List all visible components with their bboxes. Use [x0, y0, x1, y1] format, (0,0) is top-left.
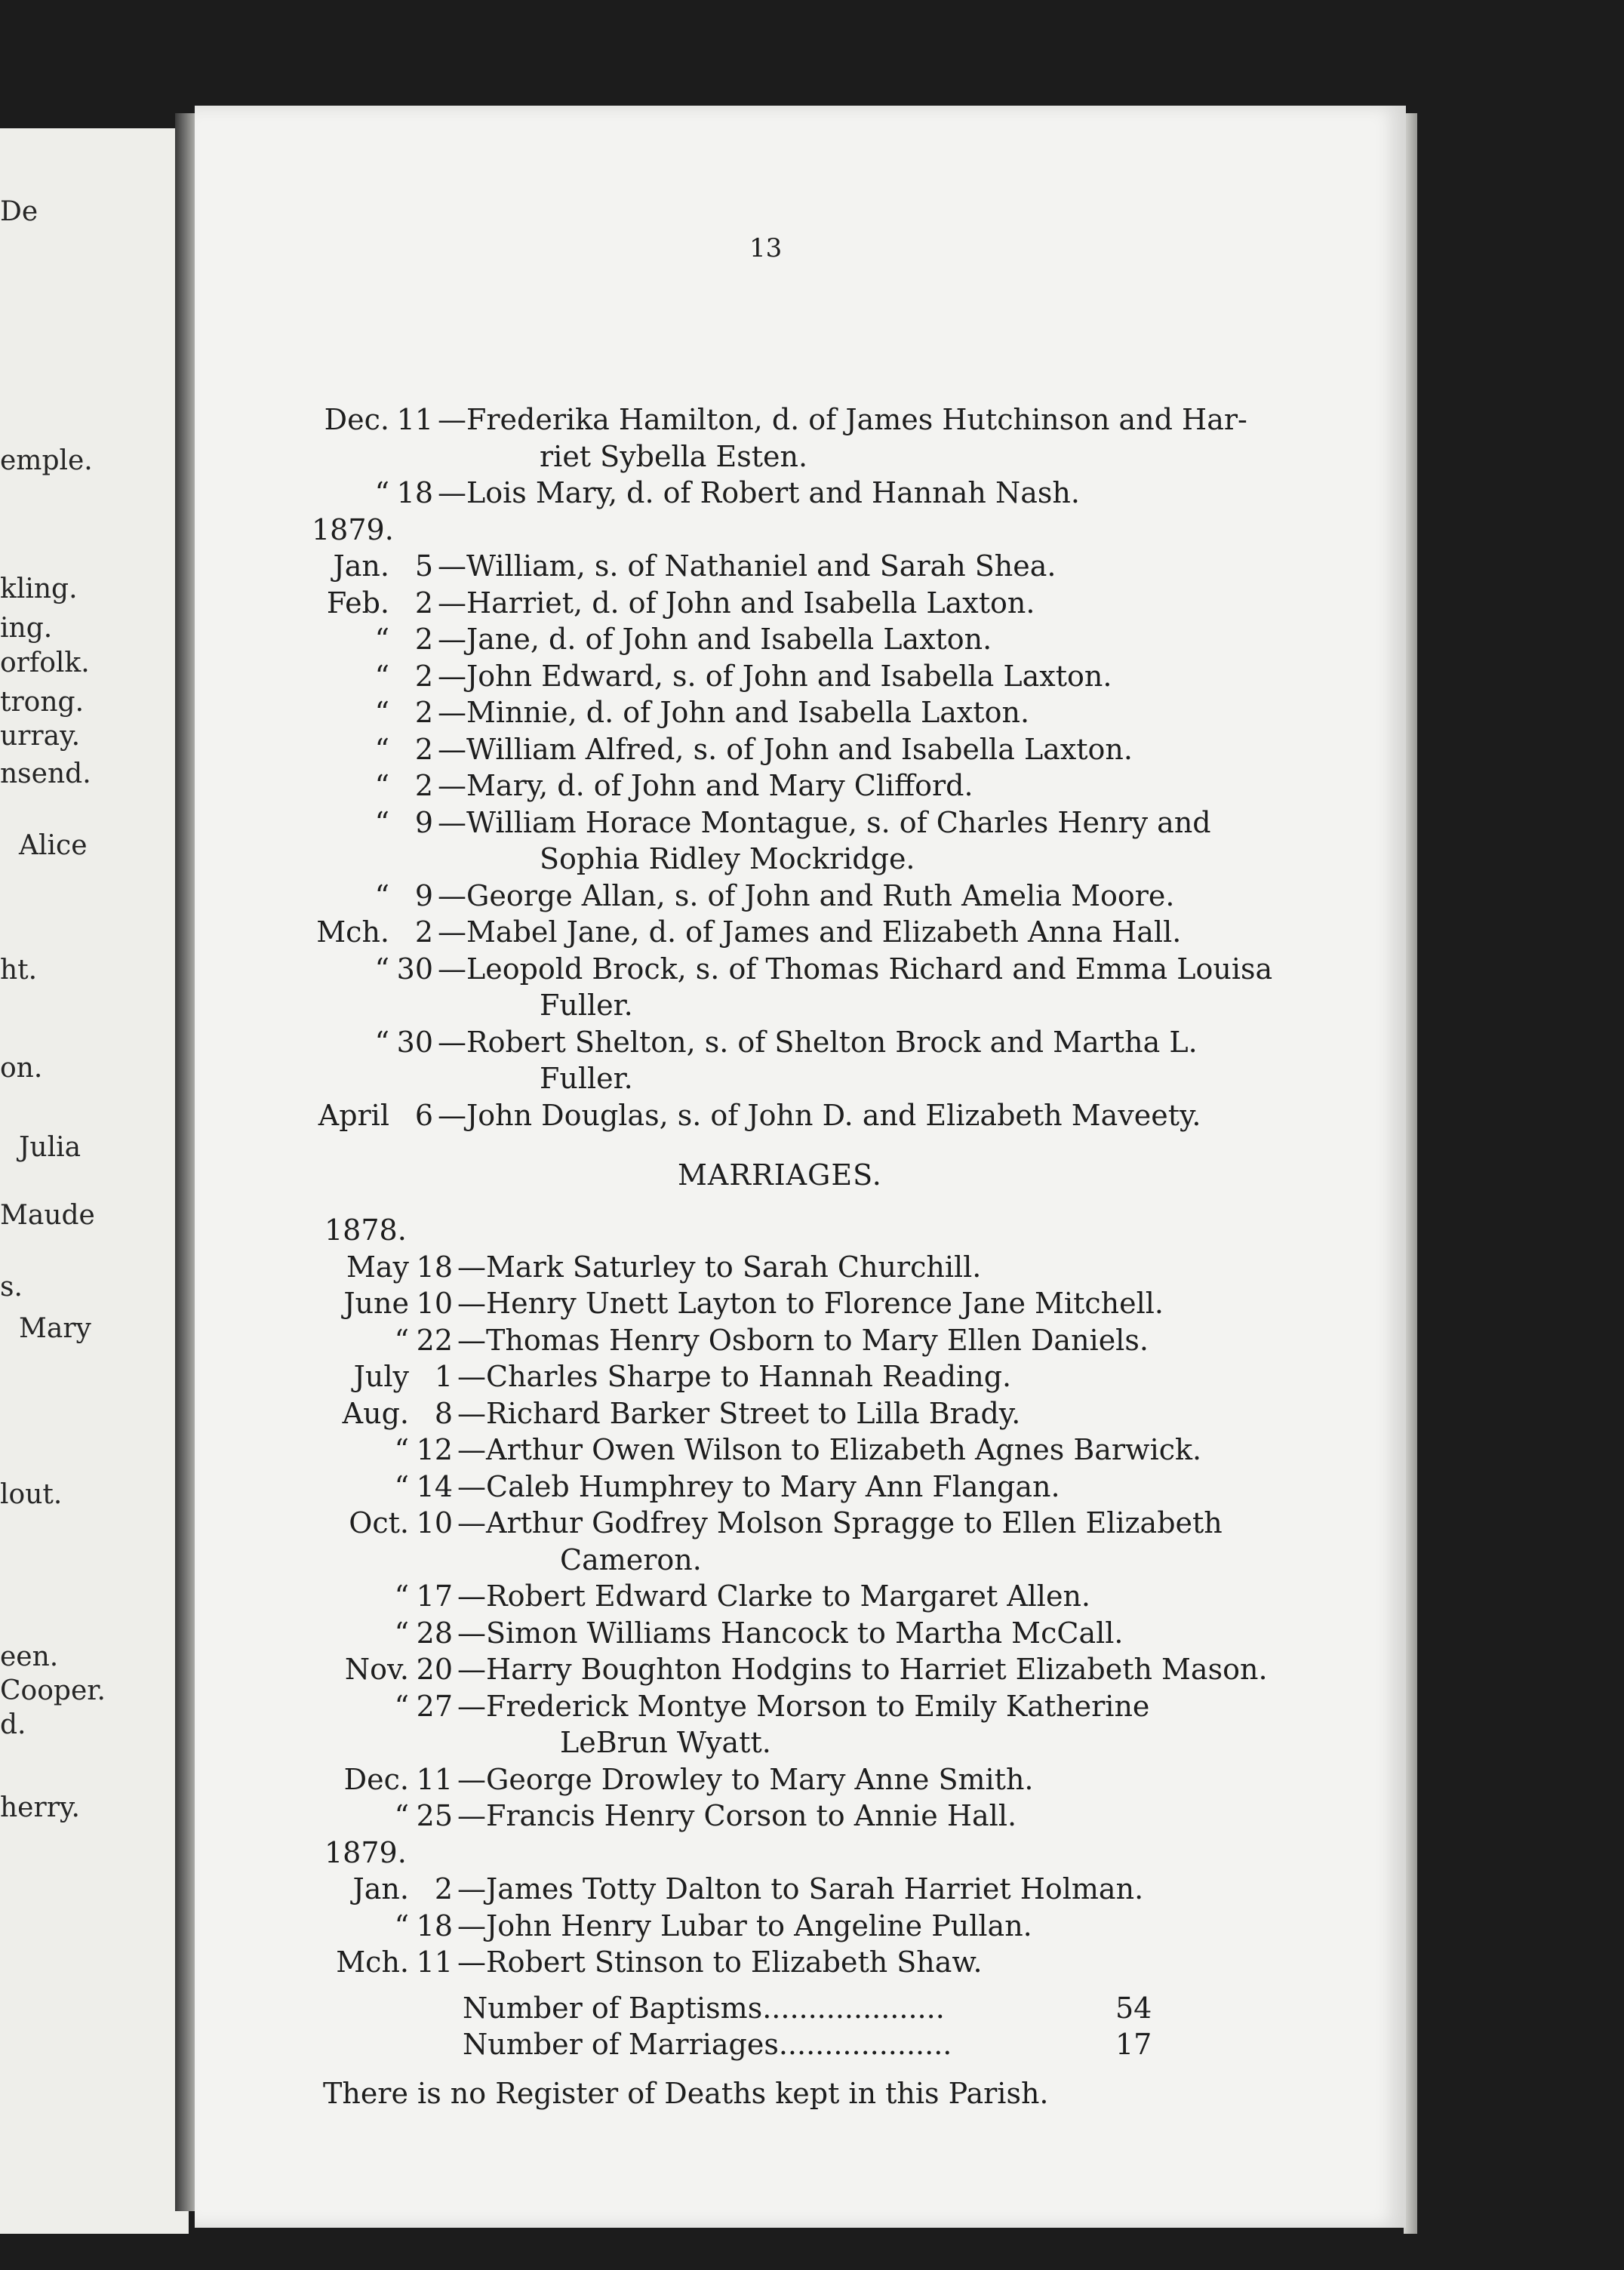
marriage-date — [395, 1908, 457, 1944]
baptism-day: 2 — [414, 659, 433, 693]
marriage-day: 22 — [416, 1323, 453, 1357]
marriage-date — [346, 1249, 457, 1285]
marriage-entry — [343, 1285, 1164, 1321]
baptism-text-continued: Sophia Ridley Mockridge. — [540, 842, 915, 875]
left-page-fragment: kling. — [0, 574, 78, 604]
baptism-text-continued: Fuller. — [540, 989, 633, 1022]
baptism-text: —John Douglas, s. of John D. and Elizabeth Maveety. — [438, 1098, 1201, 1132]
left-page-fragment: ing. — [0, 613, 53, 644]
baptism-month: “ — [374, 878, 389, 912]
baptism-entry — [324, 401, 1247, 438]
marriage-entry — [344, 1651, 1268, 1687]
left-page-fragment: lout. — [0, 1479, 63, 1510]
marriage-month: “ — [394, 1579, 409, 1613]
baptism-month: “ — [374, 732, 389, 766]
left-page-fragment: herry. — [0, 1792, 80, 1823]
baptism-text: —Robert Shelton, s. of Shelton Brock and Martha L. — [438, 1025, 1198, 1059]
baptism-month: “ — [374, 1025, 389, 1059]
marriage-text-continued: LeBrun Wyatt. — [560, 1726, 771, 1759]
marriage-entry — [394, 1688, 1150, 1724]
baptism-entry — [374, 621, 992, 657]
baptism-month: Mch. — [316, 915, 389, 949]
marriage-date — [395, 1615, 457, 1651]
marriage-text: —Thomas Henry Osborn to Mary Ellen Daniels. — [457, 1323, 1149, 1357]
marriage-month: “ — [394, 1799, 409, 1832]
baptism-text: —William Horace Montague, s. of Charles Henry and — [438, 805, 1211, 839]
baptism-entry — [374, 767, 973, 804]
baptism-month: “ — [374, 952, 389, 986]
marriage-entry — [394, 1908, 1032, 1944]
marriage-text: —Henry Unett Layton to Florence Jane Mitchell. — [457, 1287, 1164, 1320]
marriage-year-label: 1879. — [324, 1835, 407, 1869]
baptism-text: —William, s. of Nathaniel and Sarah Shea. — [438, 549, 1057, 583]
baptism-day: 2 — [414, 732, 433, 766]
marriage-text: —Frederick Montye Morson to Emily Katherine — [457, 1689, 1150, 1723]
baptism-day: 11 — [396, 403, 433, 436]
baptism-day: 2 — [414, 586, 433, 620]
baptism-month: “ — [374, 769, 389, 802]
marriage-entry — [394, 1322, 1149, 1358]
baptism-text: —Minnie, d. of John and Isabella Laxton. — [438, 696, 1030, 729]
marriage-entry — [394, 1615, 1124, 1651]
marriage-day: 10 — [416, 1287, 453, 1320]
left-page-fragment: nsend. — [0, 758, 91, 789]
baptism-text-continued: riet Sybella Esten. — [540, 439, 808, 473]
total-value: 54 — [1115, 1992, 1152, 2025]
marriage-text: —Mark Saturley to Sarah Churchill. — [457, 1250, 982, 1284]
baptism-day: 6 — [414, 1098, 433, 1132]
baptism-entry — [374, 658, 1112, 694]
marriage-text: —George Drowley to Mary Anne Smith. — [457, 1762, 1034, 1796]
marriage-day: 25 — [416, 1799, 453, 1832]
baptism-month: Dec. — [324, 403, 389, 436]
marriage-date — [395, 1322, 457, 1358]
left-page-fragments — [0, 128, 189, 2234]
marriage-day: 27 — [416, 1689, 453, 1723]
total-row — [463, 2026, 1152, 2062]
baptism-date — [324, 401, 438, 438]
baptism-day: 30 — [396, 1025, 433, 1059]
marriage-date — [343, 1395, 457, 1432]
baptism-date — [375, 475, 438, 511]
total-row — [463, 1990, 1152, 2026]
baptism-text: —John Edward, s. of John and Isabella Laxton. — [438, 659, 1112, 693]
marriage-date — [345, 1651, 457, 1687]
marriage-text: —Robert Edward Clarke to Margaret Allen. — [457, 1579, 1091, 1613]
left-page-fragment: Cooper. — [0, 1675, 106, 1706]
marriage-day: 11 — [416, 1945, 453, 1979]
baptism-month: “ — [374, 696, 389, 729]
total-label: Number of Marriages................... — [463, 2028, 952, 2061]
marriage-day: 11 — [416, 1762, 453, 1796]
baptism-date — [375, 804, 438, 841]
marriage-text-continued: Cameron. — [560, 1543, 702, 1576]
marriage-month: July — [353, 1360, 409, 1393]
baptism-day: 30 — [396, 952, 433, 986]
marriage-month: May — [346, 1250, 409, 1284]
baptism-day: 2 — [414, 769, 433, 802]
baptism-month: Jan. — [333, 549, 389, 583]
deaths-register-note: There is no Register of Deaths kept in this Parish. — [323, 2077, 1049, 2110]
left-page-fragment: on. — [0, 1053, 43, 1084]
marriage-month: “ — [394, 1433, 409, 1466]
marriage-text: —James Totty Dalton to Sarah Harriet Holman. — [457, 1872, 1144, 1906]
baptism-date — [375, 658, 438, 694]
left-page — [0, 128, 189, 2234]
baptism-date — [375, 951, 438, 987]
marriage-entry — [343, 1761, 1034, 1798]
marriage-month: Oct. — [349, 1506, 409, 1539]
left-page-fragment: ht. — [0, 955, 38, 986]
marriage-month: “ — [394, 1616, 409, 1650]
baptism-text: —William Alfred, s. of John and Isabella Laxton. — [438, 732, 1133, 766]
marriage-entry — [349, 1505, 1223, 1541]
marriage-date — [344, 1761, 457, 1798]
baptism-entry — [316, 914, 1182, 950]
left-page-fragment: Mary — [19, 1313, 91, 1344]
baptism-entry — [333, 548, 1057, 584]
left-page-fragment: urray. — [0, 721, 81, 752]
baptism-entry — [374, 804, 1211, 841]
marriage-entry — [394, 1578, 1091, 1614]
marriage-date — [349, 1505, 457, 1541]
baptism-day: 9 — [414, 805, 433, 839]
baptism-day: 5 — [414, 549, 433, 583]
baptism-date — [375, 621, 438, 657]
left-page-fragment: orfolk. — [0, 647, 90, 678]
baptism-month: Feb. — [326, 586, 389, 620]
left-page-fragment: d. — [0, 1709, 26, 1740]
marriage-day: 17 — [416, 1579, 453, 1613]
left-page-fragment: De — [0, 196, 38, 227]
marriages-heading: MARRIAGES. — [678, 1158, 882, 1192]
baptism-entry — [326, 585, 1035, 621]
marriage-text: —Richard Barker Street to Lilla Brady. — [457, 1396, 1021, 1430]
marriage-text: —Caleb Humphrey to Mary Ann Flangan. — [457, 1469, 1060, 1503]
marriage-text: —Arthur Owen Wilson to Elizabeth Agnes Barwick. — [457, 1433, 1202, 1466]
baptism-entry — [374, 731, 1133, 767]
left-page-fragment: een. — [0, 1641, 59, 1672]
total-label: Number of Baptisms.................... — [463, 1992, 945, 2025]
left-page-fragment: emple. — [0, 445, 93, 476]
baptism-text: —Harriet, d. of John and Isabella Laxton. — [438, 586, 1035, 620]
marriage-entry — [394, 1469, 1060, 1505]
marriage-month: Mch. — [336, 1945, 409, 1979]
baptism-entry — [374, 878, 1175, 914]
marriage-date — [343, 1285, 457, 1321]
marriage-date — [395, 1469, 457, 1505]
total-value: 17 — [1115, 2028, 1152, 2061]
baptism-entry — [374, 694, 1030, 731]
left-page-fragment: s. — [0, 1272, 23, 1303]
marriage-date — [354, 1358, 457, 1395]
marriage-day: 20 — [416, 1653, 453, 1686]
baptism-day: 2 — [414, 623, 433, 656]
marriage-text: —Charles Sharpe to Hannah Reading. — [457, 1360, 1012, 1393]
marriage-day: 10 — [416, 1506, 453, 1539]
marriage-month: “ — [394, 1909, 409, 1942]
marriage-date — [336, 1944, 457, 1980]
baptism-day: 18 — [396, 476, 433, 509]
baptism-entry — [374, 1024, 1198, 1060]
baptism-day: 2 — [414, 915, 433, 949]
baptism-date — [375, 731, 438, 767]
baptism-month: April — [318, 1098, 389, 1132]
baptism-entry — [374, 951, 1273, 987]
baptism-day: 2 — [414, 696, 433, 729]
marriage-day: 2 — [434, 1872, 453, 1906]
baptism-year-label: 1879. — [312, 512, 394, 546]
right-page — [195, 106, 1406, 2228]
baptism-month: “ — [374, 805, 389, 839]
marriage-entry — [346, 1249, 982, 1285]
baptism-entry — [318, 1097, 1201, 1133]
marriage-text: —Simon Williams Hancock to Martha McCall. — [457, 1616, 1124, 1650]
marriage-month: “ — [394, 1323, 409, 1357]
marriage-month: Jan. — [352, 1872, 409, 1906]
baptism-text-continued: Fuller. — [540, 1062, 633, 1095]
baptism-text: —Leopold Brock, s. of Thomas Richard and Emma Louisa — [438, 952, 1273, 986]
baptism-date — [375, 767, 438, 804]
page-number: 13 — [749, 233, 783, 263]
marriage-day: 28 — [416, 1616, 453, 1650]
marriage-month: Nov. — [344, 1653, 409, 1686]
marriage-date — [353, 1871, 457, 1907]
marriage-year-label: 1878. — [324, 1213, 407, 1247]
marriage-text: —Francis Henry Corson to Annie Hall. — [457, 1799, 1017, 1832]
baptism-date — [327, 585, 438, 621]
left-page-fragment: Maude — [0, 1200, 95, 1231]
marriage-day: 18 — [416, 1909, 453, 1942]
baptism-date — [334, 548, 438, 584]
marriage-month: Dec. — [343, 1762, 409, 1796]
baptism-date — [318, 1097, 438, 1133]
left-page-fragment: trong. — [0, 687, 85, 718]
baptism-date — [375, 878, 438, 914]
marriage-text: —Harry Boughton Hodgins to Harriet Elizabeth Mason. — [457, 1653, 1268, 1686]
marriage-date — [395, 1688, 457, 1724]
marriage-day: 12 — [416, 1433, 453, 1466]
marriage-entry — [336, 1944, 983, 1980]
baptism-text: —Frederika Hamilton, d. of James Hutchinson and Har- — [438, 403, 1247, 436]
marriage-month: June — [343, 1287, 409, 1320]
marriage-text: —John Henry Lubar to Angeline Pullan. — [457, 1909, 1032, 1942]
baptism-month: “ — [374, 623, 389, 656]
marriage-text: —Arthur Godfrey Molson Spragge to Ellen Elizabeth — [457, 1506, 1223, 1539]
marriage-entry — [394, 1432, 1202, 1468]
baptism-text: —George Allan, s. of John and Ruth Amelia Moore. — [438, 878, 1175, 912]
marriage-month: “ — [394, 1689, 409, 1723]
marriage-day: 18 — [416, 1250, 453, 1284]
marriage-entry — [342, 1395, 1021, 1432]
marriage-text: —Robert Stinson to Elizabeth Shaw. — [457, 1945, 983, 1979]
marriage-day: 1 — [434, 1360, 453, 1393]
baptism-text: —Lois Mary, d. of Robert and Hannah Nash. — [438, 476, 1080, 509]
marriage-month: Aug. — [342, 1396, 409, 1430]
baptism-month: “ — [374, 476, 389, 509]
baptism-text: —Jane, d. of John and Isabella Laxton. — [438, 623, 992, 656]
page-content — [195, 106, 1406, 2228]
baptism-date — [375, 1024, 438, 1060]
left-page-fragment: Alice — [19, 830, 88, 861]
marriage-entry — [353, 1358, 1012, 1395]
baptism-day: 9 — [414, 878, 433, 912]
marriage-day: 8 — [434, 1396, 453, 1430]
baptism-entry — [374, 475, 1080, 511]
marriage-date — [395, 1578, 457, 1614]
left-page-fragment: Julia — [19, 1132, 82, 1163]
baptism-text: —Mary, d. of John and Mary Clifford. — [438, 769, 973, 802]
baptism-date — [375, 694, 438, 731]
baptism-month: “ — [374, 659, 389, 693]
marriage-month: “ — [394, 1469, 409, 1503]
marriage-entry — [394, 1798, 1017, 1834]
marriage-entry — [352, 1871, 1144, 1907]
marriage-date — [395, 1798, 457, 1834]
marriage-date — [395, 1432, 457, 1468]
baptism-date — [316, 914, 438, 950]
marriage-day: 14 — [416, 1469, 453, 1503]
baptism-text: —Mabel Jane, d. of James and Elizabeth Anna Hall. — [438, 915, 1182, 949]
